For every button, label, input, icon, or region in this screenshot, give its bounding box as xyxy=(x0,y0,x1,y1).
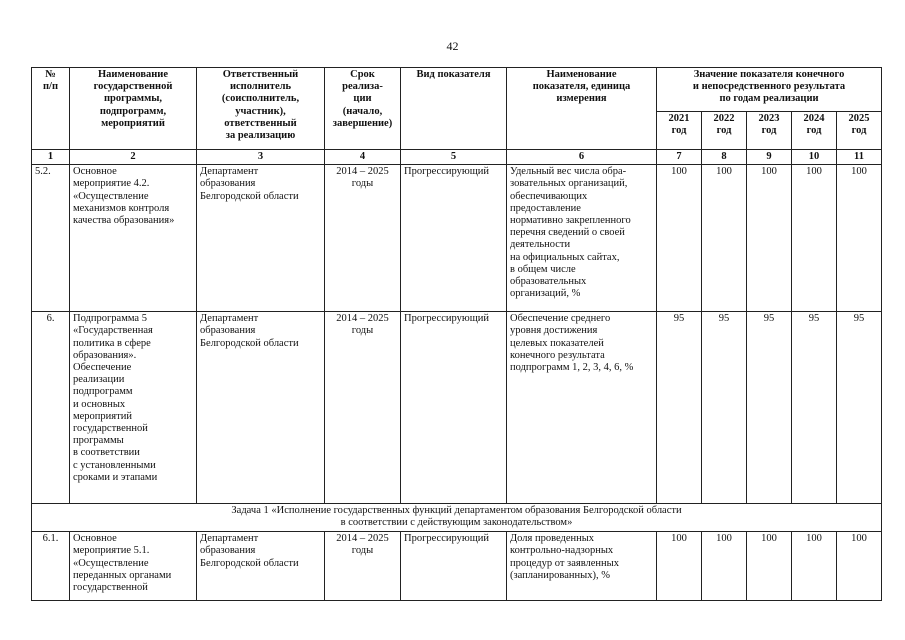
header-year-2023: 2023 год xyxy=(747,112,792,150)
column-number: 7 xyxy=(657,150,702,165)
task-title: Задача 1 «Исполнение государственных функций департаментом образования Белгородской области в соответствии с действующим законодательством» xyxy=(32,504,882,532)
period: 2014 – 2025 годы xyxy=(325,165,401,312)
header-number: № п/п xyxy=(32,68,70,150)
column-number: 10 xyxy=(792,150,837,165)
value-2023: 100 xyxy=(747,165,792,312)
value-2025: 100 xyxy=(837,532,882,601)
value-2023: 100 xyxy=(747,532,792,601)
header-values-group: Значение показателя конечного и непосредственного результата по годам реализации xyxy=(657,68,882,112)
column-number: 3 xyxy=(197,150,325,165)
column-number: 4 xyxy=(325,150,401,165)
value-2021: 100 xyxy=(657,532,702,601)
header-indicator-type: Вид показателя xyxy=(401,68,507,150)
column-number: 11 xyxy=(837,150,882,165)
program-name: Основное мероприятие 5.1. «Осуществление переданных органами государственной xyxy=(70,532,197,601)
executor: Департамент образования Белгородской области xyxy=(197,312,325,504)
page-number: 42 xyxy=(446,39,459,53)
table-row xyxy=(32,532,882,601)
row-number: 6. xyxy=(32,312,70,504)
header-program-name: Наименование государственной программы, подпрограмм, мероприятий xyxy=(70,68,197,150)
executor: Департамент образования Белгородской области xyxy=(197,165,325,312)
header-period: Срок реализа- ции (начало, завершение) xyxy=(325,68,401,150)
column-number: 2 xyxy=(70,150,197,165)
period: 2014 – 2025 годы xyxy=(325,532,401,601)
value-2024: 100 xyxy=(792,532,837,601)
row-number: 5.2. xyxy=(32,165,70,312)
column-number: 8 xyxy=(702,150,747,165)
header-year-2021: 2021 год xyxy=(657,112,702,150)
value-2023: 95 xyxy=(747,312,792,504)
header-executor: Ответственный исполнитель (соисполнитель, участник), ответственный за реализацию xyxy=(197,68,325,150)
indicator-type: Прогрессирующий xyxy=(401,312,507,504)
column-number: 1 xyxy=(32,150,70,165)
indicator-name: Удельный вес числа обра- зовательных организаций, обеспечивающих предоставление нормативно закрепленного перечня сведений о своей деятельности на официальных сайтах, в общем числе образовательных организаций, % xyxy=(507,165,657,312)
header-year-2025: 2025 год xyxy=(837,112,882,150)
column-numbers-row xyxy=(32,150,882,165)
value-2022: 100 xyxy=(702,165,747,312)
table-row xyxy=(32,312,882,504)
executor: Департамент образования Белгородской области xyxy=(197,532,325,601)
header-year-2024: 2024 год xyxy=(792,112,837,150)
table-row xyxy=(32,165,882,312)
value-2022: 95 xyxy=(702,312,747,504)
indicator-type: Прогрессирующий xyxy=(401,532,507,601)
indicator-name: Доля проведенных контрольно-надзорных процедур от заявленных (запланированных), % xyxy=(507,532,657,601)
program-name: Основное мероприятие 4.2. «Осуществление механизмов контроля качества образования» xyxy=(70,165,197,312)
value-2022: 100 xyxy=(702,532,747,601)
header-indicator-name: Наименование показателя, единица измерения xyxy=(507,68,657,150)
column-number: 5 xyxy=(401,150,507,165)
value-2024: 100 xyxy=(792,165,837,312)
value-2021: 95 xyxy=(657,312,702,504)
column-number: 9 xyxy=(747,150,792,165)
task-row xyxy=(32,504,882,532)
indicator-type: Прогрессирующий xyxy=(401,165,507,312)
indicator-name: Обеспечение среднего уровня достижения целевых показателей конечного результата подпрограмм 1, 2, 3, 4, 6, % xyxy=(507,312,657,504)
value-2025: 95 xyxy=(837,312,882,504)
column-number: 6 xyxy=(507,150,657,165)
indicators-table xyxy=(31,67,882,601)
program-name: Подпрограмма 5 «Государственная политика в сфере образования». Обеспечение реализации подпрограмм и основных мероприятий государственной программы в соответствии с установленными сроками и этапами xyxy=(70,312,197,504)
value-2024: 95 xyxy=(792,312,837,504)
header-year-2022: 2022 год xyxy=(702,112,747,150)
row-number: 6.1. xyxy=(32,532,70,601)
value-2025: 100 xyxy=(837,165,882,312)
period: 2014 – 2025 годы xyxy=(325,312,401,504)
value-2021: 100 xyxy=(657,165,702,312)
